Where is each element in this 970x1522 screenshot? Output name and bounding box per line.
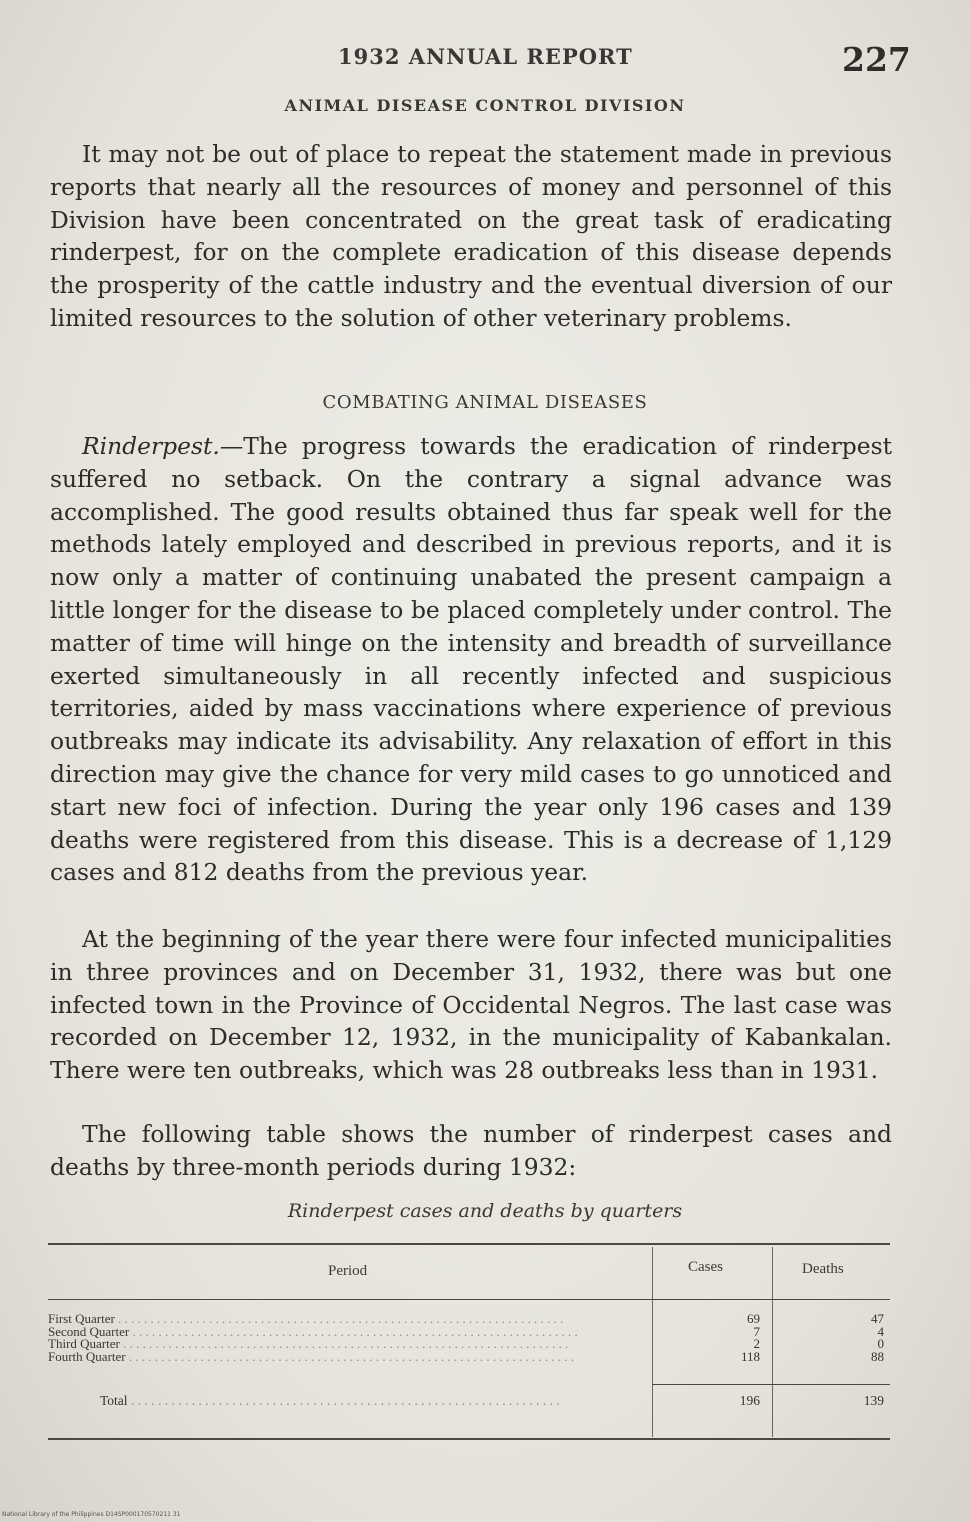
total-deaths: 139 xyxy=(863,1393,884,1408)
table-header-rule xyxy=(48,1299,890,1300)
page-header xyxy=(0,40,970,80)
division-title: ANIMAL DISEASE CONTROL DIVISION xyxy=(284,96,686,115)
row-cases: 118 xyxy=(740,1348,760,1364)
row-cases: 7 xyxy=(753,1323,760,1339)
running-head: 1932 ANNUAL REPORT xyxy=(338,44,633,69)
total-rule xyxy=(652,1384,890,1385)
row-deaths: 47 xyxy=(871,1311,884,1326)
section-heading: COMBATING ANIMAL DISEASES xyxy=(322,392,648,413)
row-deaths: 0 xyxy=(877,1336,884,1351)
table-intro-paragraph: The following table shows the number of rinderpest cases and deaths by three-month periods during 1932: xyxy=(50,1120,892,1181)
table-row xyxy=(48,1313,890,1326)
rinderpest-table xyxy=(48,1243,890,1443)
table-bottom-rule xyxy=(48,1438,890,1440)
row-period: First Quarter . . . xyxy=(48,1313,648,1326)
table-body xyxy=(48,1313,890,1363)
page-number: 227 xyxy=(842,40,911,79)
row-period: Fourth Quarter . . . xyxy=(48,1351,648,1364)
row-cases: 2 xyxy=(753,1336,760,1351)
table-caption: Rinderpest cases and deaths by quarters xyxy=(287,1200,683,1222)
table-row xyxy=(48,1348,890,1364)
table-row xyxy=(48,1323,890,1339)
table-total-row xyxy=(48,1393,890,1409)
header-deaths: Deaths xyxy=(802,1261,844,1277)
header-cases: Cases xyxy=(688,1259,723,1275)
total-label: Total . . . xyxy=(100,1393,648,1409)
rinderpest-body: —The progress towards the eradication of rinderpest suffered no setback. On the contrary a signal advance was accomplished. The good results obtained thus far speak well for the methods lately employed and described in previous reports, and it is now only a matter of continuing unabated the present campaign a little longer for the disease to be placed completely under control. The matter of time will hinge on the intensity and breadth of surveillance exerted simultaneously in all recently infected and suspicious territories, aided by mass vaccinations where experience of previous outbreaks may indicate its advisability. Any relaxation of effort in this direction may give the chance for very mild cases to go unnoticed and start new foci of infection. During the year only 196 cases and 139 deaths were registered from this disease. This is a decrease of 1,129 cases and 812 deaths from the previous year. xyxy=(50,432,892,887)
header-period: Period xyxy=(328,1263,368,1279)
rinderpest-lead: Rinderpest. xyxy=(82,432,220,460)
intro-paragraph: It may not be out of place to repeat the statement made in previous reports that nearly all the resources of money and personnel of this Division have been concentrated on the great task of eradicating rinderpest, for on the complete eradication of this disease depends the prosperity of the cattle industry and the eventual diversion of our limited resources to the solution of other veterinary problems. xyxy=(50,140,892,332)
table-top-rule xyxy=(48,1243,890,1245)
total-cases: 196 xyxy=(739,1393,760,1408)
row-period: Third Quarter . . . xyxy=(48,1338,648,1351)
rinderpest-paragraph xyxy=(50,430,892,889)
row-deaths: 4 xyxy=(877,1323,884,1339)
table-row xyxy=(48,1338,890,1351)
row-cases: 69 xyxy=(747,1311,760,1326)
row-deaths: 88 xyxy=(871,1348,884,1364)
municipalities-paragraph: At the beginning of the year there were four infected municipalities in three provinces and on December 31, 1932, there was but one infected town in the Province of Occidental Negros. The last case was recorded on December 12, 1932, in the municipality of Kabankalan. There were ten outbreaks, which was 28 outbreaks less than in 1931. xyxy=(50,925,892,1085)
library-stamp: National Library of the Philippines D14SP000170570211 31 xyxy=(2,1511,181,1518)
row-period: Second Quarter . . . xyxy=(48,1326,648,1339)
